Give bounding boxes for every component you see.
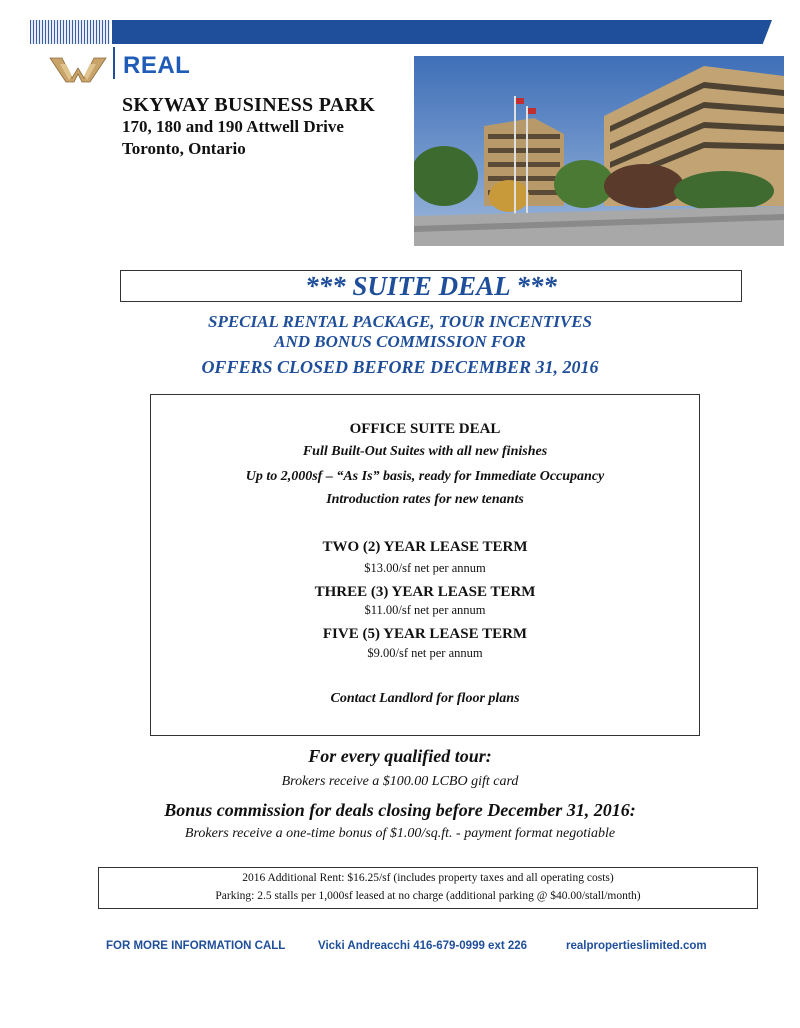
bonus-detail: Brokers receive a one-time bonus of $1.00/sq.ft. - payment format negotiable (184, 826, 616, 841)
company-logo-icon (48, 50, 108, 84)
promo-line-3: OFFERS CLOSED BEFORE DECEMBER 31, 2016 (201, 357, 599, 377)
suite-deal-banner (120, 270, 742, 302)
footer-contact: Vicki Andreacchi 416-679-0999 ext 226 (318, 940, 528, 952)
property-name: SKYWAY BUSINESS PARK (122, 94, 376, 116)
deal-contact-note: Contact Landlord for floor plans (330, 691, 520, 706)
brand-name: REAL (123, 52, 191, 79)
promo-line-1: SPECIAL RENTAL PACKAGE, TOUR INCENTIVES (207, 312, 592, 331)
deal-feature-2: Up to 2,000sf – “As Is” basis, ready for Immediate Occupancy (245, 469, 605, 484)
header-barcode (30, 20, 110, 44)
lease-term-label: TWO (2) YEAR LEASE TERM (322, 539, 528, 555)
tour-detail: Brokers receive a $100.00 LCBO gift card (281, 774, 519, 789)
footer-website-link[interactable]: realpropertieslimited.com (566, 940, 707, 952)
parking-info: Parking: 2.5 stalls per 1,000sf leased at no charge (additional parking @ $40.00/stall/month) (215, 890, 641, 902)
logo-divider (113, 47, 115, 79)
deal-heading: OFFICE SUITE DEAL (349, 421, 501, 437)
office-deal-box (150, 394, 700, 736)
footer-call-label: FOR MORE INFORMATION CALL (106, 940, 286, 952)
tour-heading: For every qualified tour: (308, 746, 492, 766)
property-address: 170, 180 and 190 Attwell Drive (122, 117, 344, 136)
deal-feature-3: Introduction rates for new tenants (326, 492, 524, 507)
property-city: Toronto, Ontario (122, 139, 246, 158)
lease-term-label: THREE (3) YEAR LEASE TERM (314, 584, 536, 600)
promo-line-2: AND BONUS COMMISSION FOR (274, 332, 526, 351)
suite-deal-title: *** SUITE DEAL *** (305, 271, 557, 301)
header-banner (112, 20, 772, 44)
building-photo (414, 56, 784, 246)
additional-costs-box (98, 867, 758, 909)
bonus-heading: Bonus commission for deals closing before December 31, 2016: (164, 800, 636, 820)
lease-term-rate: $11.00/sf net per annum (364, 603, 486, 617)
lease-term-label: FIVE (5) YEAR LEASE TERM (322, 626, 528, 642)
additional-rent: 2016 Additional Rent: $16.25/sf (includes property taxes and all operating costs) (242, 872, 614, 884)
property-info (122, 94, 375, 160)
lease-term-rate: $13.00/sf net per annum (364, 561, 486, 575)
deal-feature-1: Full Built-Out Suites with all new finishes (302, 444, 548, 459)
lease-term-rate: $9.00/sf net per annum (367, 646, 483, 660)
